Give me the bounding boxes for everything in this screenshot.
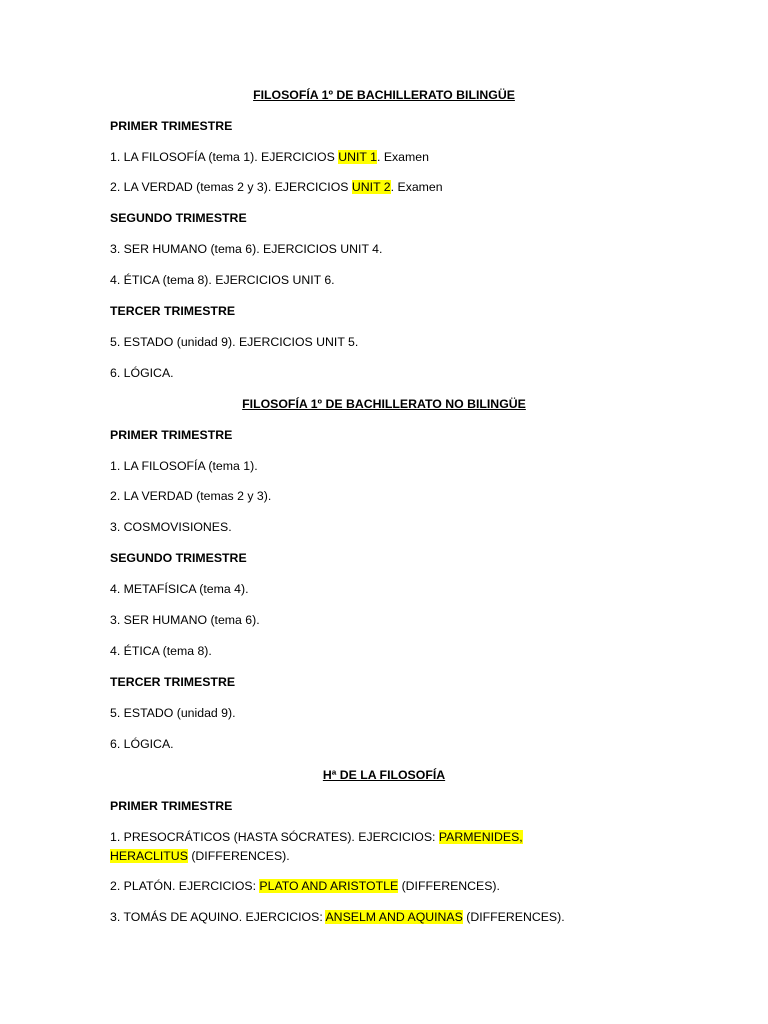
text-run: 3. TOMÁS DE AQUINO. EJERCICIOS: [110,910,326,924]
list-item [110,240,580,259]
term-heading: PRIMER TRIMESTRE [110,428,233,442]
text-run: 2. PLATÓN. EJERCICIOS: [110,879,260,893]
highlighted-text: ANSELM AND AQUINAS [325,910,463,924]
term-heading: TERCER TRIMESTRE [110,675,236,689]
list-item [110,178,580,197]
text-run: 2. LA VERDAD (temas 2 y 3). EJERCICIOS [110,180,352,194]
text-run: 3. COSMOVISIONES. [110,520,232,534]
text-run: 5. ESTADO (unidad 9). [110,706,236,720]
highlighted-text: UNIT 2 [351,180,391,194]
list-item [110,457,580,476]
text-run: . Examen [390,180,443,194]
text-run: 6. LÓGICA. [110,366,174,380]
text-run: (DIFFERENCES). [187,849,290,863]
highlighted-text: PARMENIDES, HERACLITUS [110,830,523,863]
text-run: 3. SER HUMANO (tema 6). EJERCICIOS UNIT 4. [110,242,383,256]
list-item [110,735,580,754]
highlighted-text: UNIT 1 [338,150,377,164]
list-item [110,704,580,723]
text-run: 6. LÓGICA. [110,737,174,751]
text-run: (DIFFERENCES). [462,910,565,924]
list-item [110,828,580,866]
highlighted-text: PLATO AND ARISTOTLE [259,879,399,893]
section-title: FILOSOFÍA 1º DE BACHILLERATO BILINGÜE [253,88,515,102]
section-title: FILOSOFÍA 1º DE BACHILLERATO NO BILINGÜE [242,397,526,411]
list-item [110,364,580,383]
list-item [110,580,580,599]
text-run: 4. METAFÍSICA (tema 4). [110,582,249,596]
text-run: 3. SER HUMANO (tema 6). [110,613,260,627]
text-run: (DIFFERENCES). [398,879,500,893]
text-run: 1. LA FILOSOFÍA (tema 1). [110,459,258,473]
text-run: . Examen [376,150,429,164]
list-item [110,487,580,506]
list-item [110,642,580,661]
list-item [110,877,580,896]
list-item [110,908,580,927]
text-run: 5. ESTADO (unidad 9). EJERCICIOS UNIT 5. [110,335,359,349]
term-heading: PRIMER TRIMESTRE [110,799,233,813]
text-run: 4. ÉTICA (tema 8). [110,644,212,658]
list-item [110,333,580,352]
text-run: 2. LA VERDAD (temas 2 y 3). [110,489,272,503]
list-item [110,271,580,290]
text-run: 1. LA FILOSOFÍA (tema 1). EJERCICIOS [110,150,339,164]
text-run: 4. ÉTICA (tema 8). EJERCICIOS UNIT 6. [110,273,335,287]
list-item [110,518,580,537]
section-title: Hª DE LA FILOSOFÍA [322,768,446,782]
list-item [110,148,580,167]
term-heading: TERCER TRIMESTRE [110,304,236,318]
term-heading: PRIMER TRIMESTRE [110,119,233,133]
term-heading: SEGUNDO TRIMESTRE [110,551,247,565]
term-heading: SEGUNDO TRIMESTRE [110,211,247,225]
list-item [110,611,580,630]
text-run: 1. PRESOCRÁTICOS (HASTA SÓCRATES). EJERCICIOS: [110,830,439,844]
